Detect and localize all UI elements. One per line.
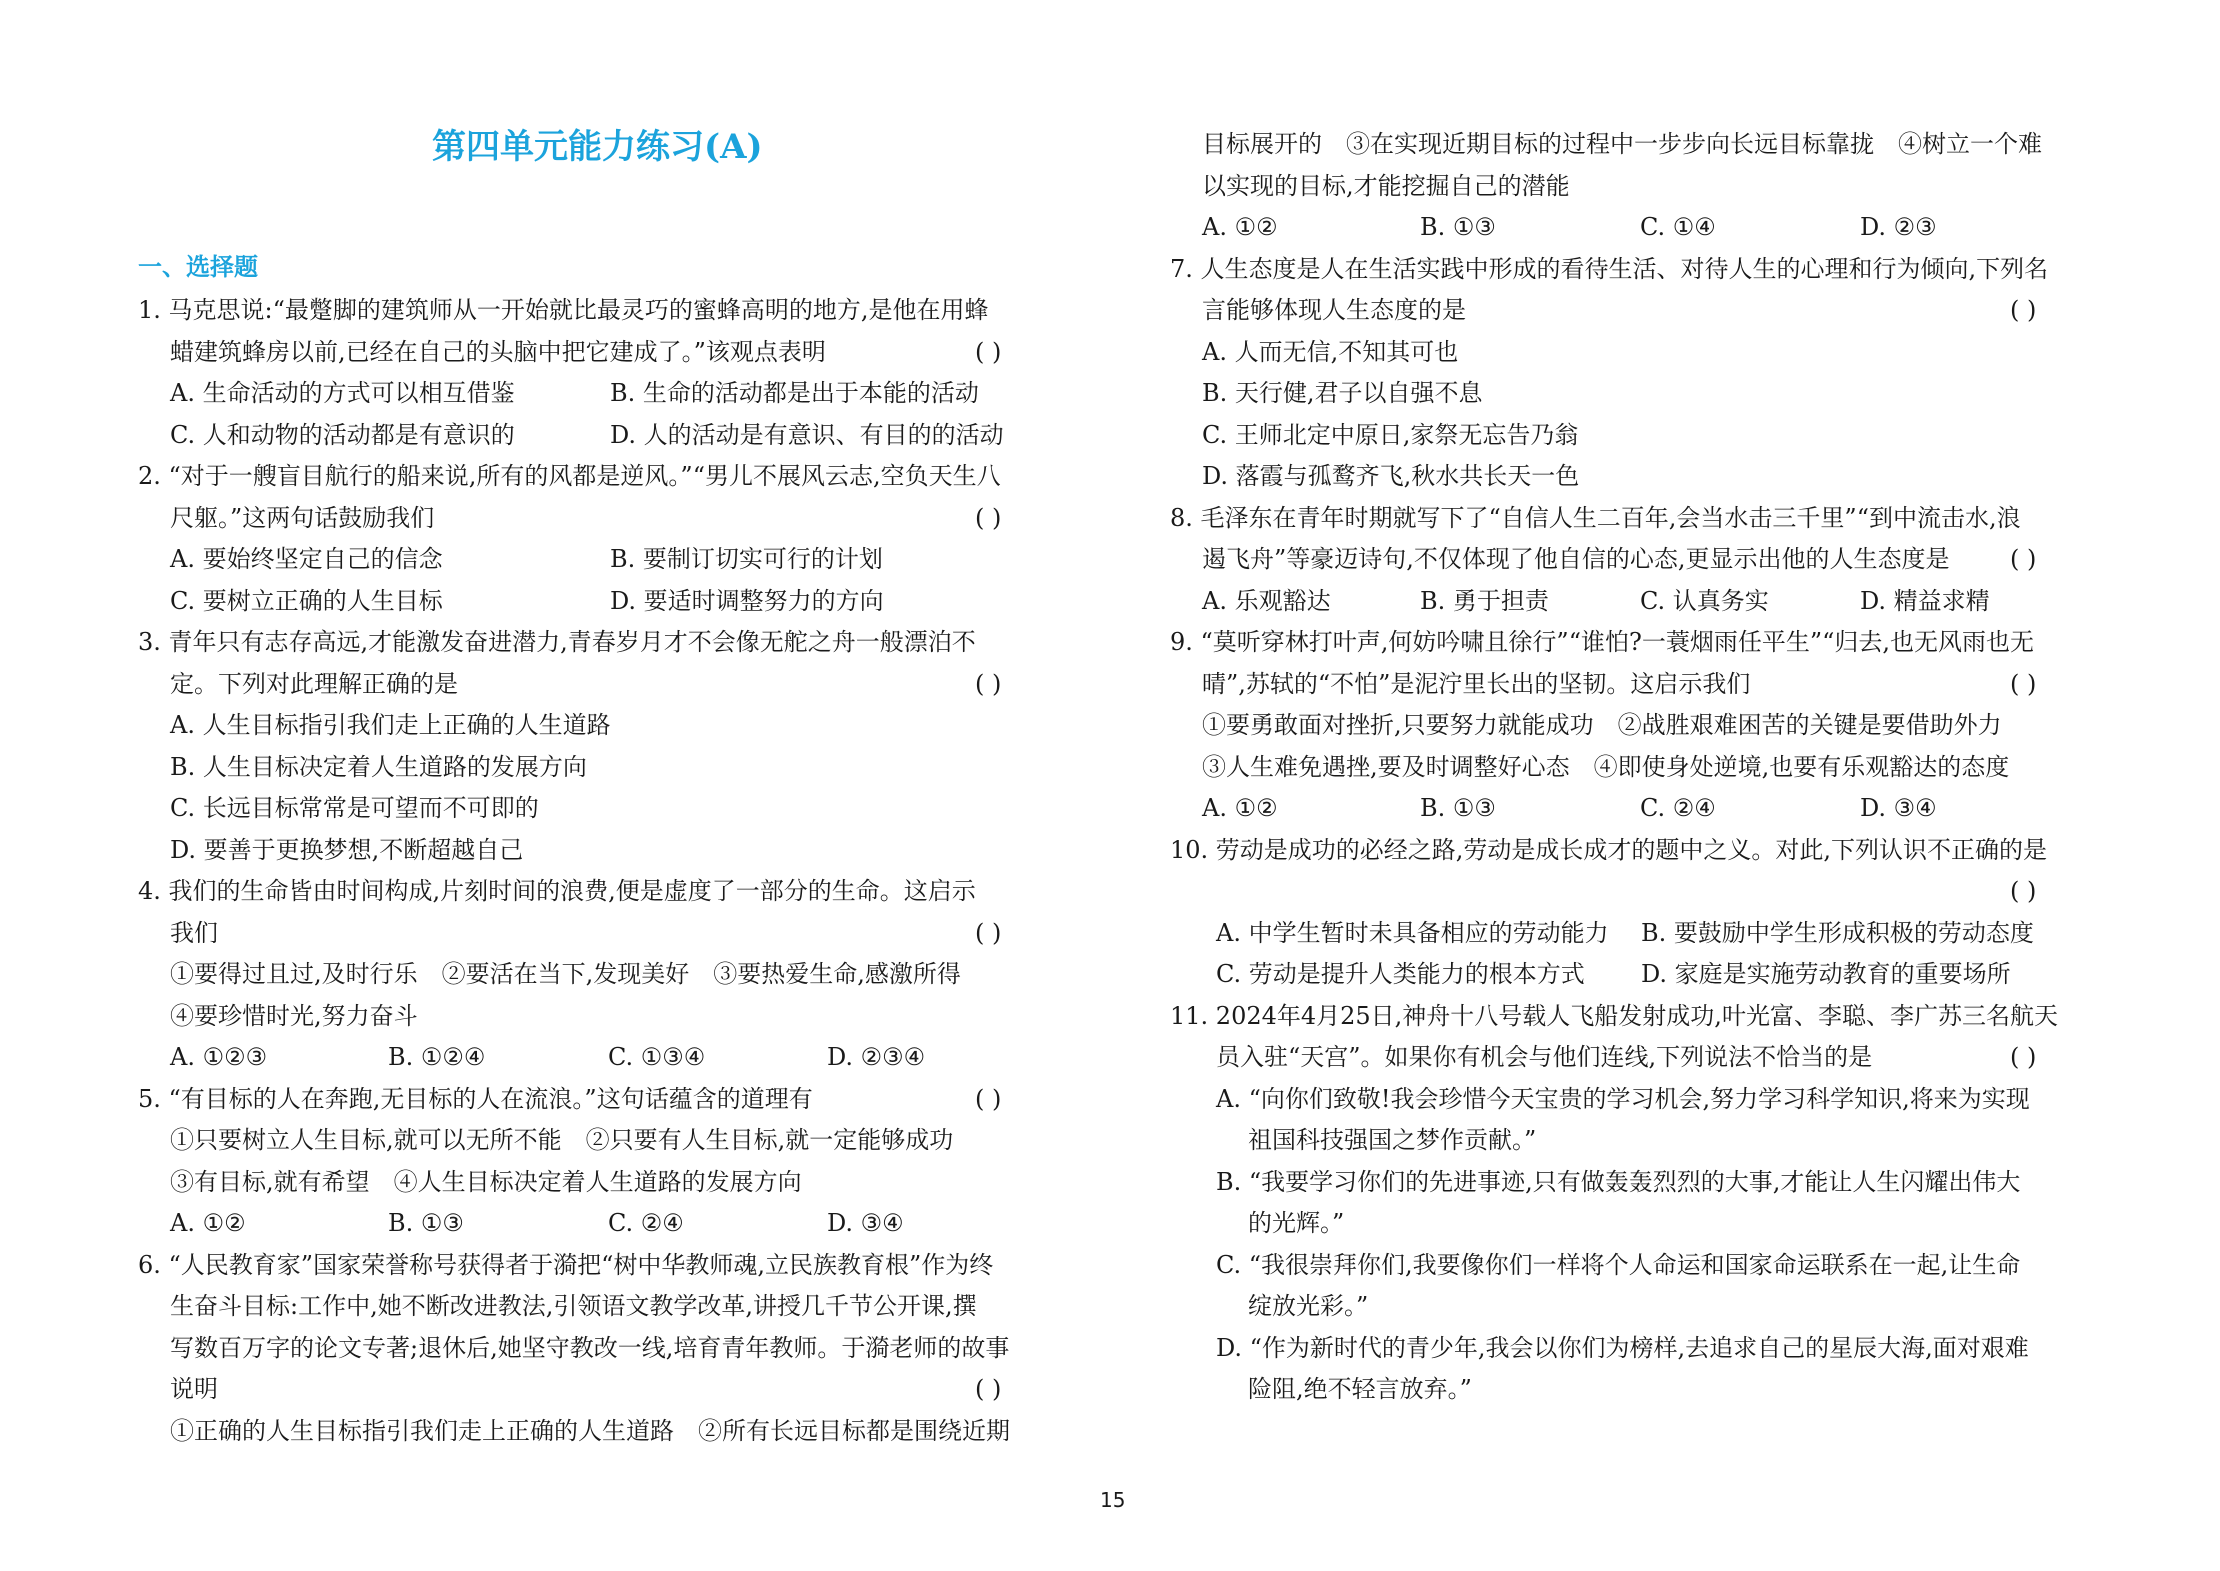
answer-bracket: ( ) <box>2010 1043 2037 1071</box>
option-c: C. 劳动是提升人类能力的根本方式 <box>1216 960 1585 988</box>
option-b: B. 勇于担责 <box>1420 587 1549 615</box>
answer-bracket: ( ) <box>2010 670 2037 698</box>
statement-line: ①要得过且过,及时行乐 ②要活在当下,发现美好 ③要热爱生命,感激所得 <box>170 960 961 988</box>
text-line: 2. “对于一艘盲目航行的船来说,所有的风都是逆风。”“男儿不展风云志,空负天生八 <box>138 462 1001 490</box>
option-b: B. 生命的活动都是出于本能的活动 <box>610 379 979 407</box>
option-d: D. 家庭是实施劳动教育的重要场所 <box>1641 960 2011 988</box>
option-b: B. ①③ <box>388 1209 464 1237</box>
answer-bracket: ( ) <box>975 1375 1002 1403</box>
option-c: C. ①③④ <box>608 1043 706 1071</box>
option-c: C. 要树立正确的人生目标 <box>170 587 443 615</box>
option-a: A. ①② <box>170 1209 246 1237</box>
statement-line: ③有目标,就有希望 ④人生目标决定着人生道路的发展方向 <box>170 1168 802 1196</box>
option-a: A. 乐观豁达 <box>1202 587 1331 615</box>
option-c: C. “我很崇拜你们,我要像你们一样将个人命运和国家命运联系在一起,让生命 <box>1216 1251 2021 1279</box>
answer-bracket: ( ) <box>2010 296 2037 324</box>
page-title: 第四单元能力练习(A) <box>432 127 763 167</box>
option-c: C. ②④ <box>608 1209 684 1237</box>
answer-bracket: ( ) <box>975 1085 1002 1113</box>
text-line: 6. “人民教育家”国家荣誉称号获得者于漪把“树中华教师魂,立民族教育根”作为终 <box>138 1251 994 1279</box>
text-line: 4. 我们的生命皆由时间构成,片刻时间的浪费,便是虚度了一部分的生命。这启示 <box>138 877 976 905</box>
statement-line: 以实现的目标,才能挖掘自己的潜能 <box>1202 172 1570 200</box>
option-d: D. ③④ <box>1860 794 1937 822</box>
text-line: 10. 劳动是成功的必经之路,劳动是成长成才的题中之义。对此,下列认识不正确的是 <box>1170 836 2048 864</box>
option-c: C. ①④ <box>1640 213 1716 241</box>
answer-bracket: ( ) <box>975 504 1002 532</box>
text-line: 写数百万字的论文专著;退休后,她坚守教改一线,培育青年教师。于漪老师的故事 <box>170 1334 1010 1362</box>
answer-bracket: ( ) <box>975 919 1002 947</box>
section-heading: 一、选择题 <box>138 253 258 281</box>
text-line: 5. “有目标的人在奔跑,无目标的人在流浪。”这句话蕴含的道理有 <box>138 1085 813 1113</box>
text-line: 3. 青年只有志存高远,才能激发奋进潜力,青春岁月才不会像无舵之舟一般漂泊不 <box>138 628 976 656</box>
statement-line: ④要珍惜时光,努力奋斗 <box>170 1002 418 1030</box>
option-c: C. ②④ <box>1640 794 1716 822</box>
text-line: 生奋斗目标:工作中,她不断改进教法,引领语文教学改革,讲授几千节公开课,撰 <box>170 1292 977 1320</box>
text-line: 言能够体现人生态度的是 <box>1202 296 1466 324</box>
option-b: B. 天行健,君子以自强不息 <box>1202 379 1483 407</box>
text-line: 9. “莫听穿林打叶声,何妨吟啸且徐行”“谁怕?一蓑烟雨任平生”“归去,也无风雨也无 <box>1170 628 2034 656</box>
option-a: A. ①② <box>1202 794 1278 822</box>
option-c: C. 长远目标常常是可望而不可即的 <box>170 794 539 822</box>
option-b: B. ①②④ <box>388 1043 486 1071</box>
option-b: B. 要制订切实可行的计划 <box>610 545 883 573</box>
text-line: 遏飞舟”等豪迈诗句,不仅体现了他自信的心态,更显示出他的人生态度是 <box>1202 545 1950 573</box>
text-line: 员入驻“天宫”。如果你有机会与他们连线,下列说法不恰当的是 <box>1216 1043 1873 1071</box>
answer-bracket: ( ) <box>975 670 1002 698</box>
option-d: D. ③④ <box>827 1209 904 1237</box>
statement-line: ③人生难免遇挫,要及时调整好心态 ④即使身处逆境,也要有乐观豁达的态度 <box>1202 753 2010 781</box>
text-line: 11. 2024年4月25日,神舟十八号载人飞船发射成功,叶光富、李聪、李广苏三名航天 <box>1170 1002 2058 1030</box>
option-b: B. ①③ <box>1420 213 1496 241</box>
option-a: A. 人生目标指引我们走上正确的人生道路 <box>170 711 611 739</box>
option-c: C. 王师北定中原日,家祭无忘告乃翁 <box>1202 421 1579 449</box>
option-d: D. 落霞与孤鹜齐飞,秋水共长天一色 <box>1202 462 1580 490</box>
statement-line: 目标展开的 ③在实现近期目标的过程中一步步向长远目标靠拢 ④树立一个难 <box>1202 130 2042 158</box>
option-a: A. 人而无信,不知其可也 <box>1202 338 1459 366</box>
text-line: 我们 <box>170 919 218 947</box>
option-b: B. “我要学习你们的先进事迹,只有做轰轰烈烈的大事,才能让人生闪耀出伟大 <box>1216 1168 2021 1196</box>
option-a: A. ①②③ <box>170 1043 268 1071</box>
option-a: A. 生命活动的方式可以相互借鉴 <box>170 379 515 407</box>
option-c: C. 认真务实 <box>1640 587 1769 615</box>
option-b-cont: 的光辉。” <box>1248 1209 1345 1237</box>
text-line: 8. 毛泽东在青年时期就写下了“自信人生二百年,会当水击三千里”“到中流击水,浪 <box>1170 504 2021 532</box>
option-d: D. ②③ <box>1860 213 1937 241</box>
option-b: B. 要鼓励中学生形成积极的劳动态度 <box>1641 919 2034 947</box>
text-line: 说明 <box>170 1375 218 1403</box>
option-b: B. ①③ <box>1420 794 1496 822</box>
option-d: D. 要善于更换梦想,不断超越自己 <box>170 836 524 864</box>
answer-bracket: ( ) <box>2010 545 2037 573</box>
text-line: 定。下列对此理解正确的是 <box>170 670 458 698</box>
text-line: 尺躯。”这两句话鼓励我们 <box>170 504 435 532</box>
statement-line: ①要勇敢面对挫折,只要努力就能成功 ②战胜艰难困苦的关键是要借助外力 <box>1202 711 2002 739</box>
text-line: 晴”,苏轼的“不怕”是泥泞里长出的坚韧。这启示我们 <box>1202 670 1751 698</box>
answer-bracket: ( ) <box>975 338 1002 366</box>
option-d: D. 要适时调整努力的方向 <box>610 587 884 615</box>
option-a: A. ①② <box>1202 213 1278 241</box>
page-number: 15 <box>1100 1488 1126 1512</box>
option-c-cont: 绽放光彩。” <box>1248 1292 1369 1320</box>
statement-line: ①正确的人生目标指引我们走上正确的人生道路 ②所有长远目标都是围绕近期 <box>170 1417 1010 1445</box>
option-c: C. 人和动物的活动都是有意识的 <box>170 421 515 449</box>
option-a: A. “向你们致敬!我会珍惜今天宝贵的学习机会,努力学习科学知识,将来为实现 <box>1216 1085 2030 1113</box>
option-d: D. 精益求精 <box>1860 587 1990 615</box>
option-a: A. 要始终坚定自己的信念 <box>170 545 443 573</box>
option-b: B. 人生目标决定着人生道路的发展方向 <box>170 753 587 781</box>
statement-line: ①只要树立人生目标,就可以无所不能 ②只要有人生目标,就一定能够成功 <box>170 1126 954 1154</box>
option-a: A. 中学生暂时未具备相应的劳动能力 <box>1216 919 1609 947</box>
text-line: 蜡建筑蜂房以前,已经在自己的头脑中把它建成了。”该观点表明 <box>170 338 826 366</box>
option-d: D. 人的活动是有意识、有目的的活动 <box>610 421 1004 449</box>
option-d: D. “作为新时代的青少年,我会以你们为榜样,去追求自己的星辰大海,面对艰难 <box>1216 1334 2029 1362</box>
text-line: 7. 人生态度是人在生活实践中形成的看待生活、对待人生的心理和行为倾向,下列名 <box>1170 255 2049 283</box>
option-d-cont: 险阻,绝不轻言放弃。” <box>1248 1375 1472 1403</box>
option-d: D. ②③④ <box>827 1043 926 1071</box>
text-line: 1. 马克思说:“最蹩脚的建筑师从一开始就比最灵巧的蜜蜂高明的地方,是他在用蜂 <box>138 296 989 324</box>
option-a-cont: 祖国科技强国之梦作贡献。” <box>1248 1126 1537 1154</box>
answer-bracket: ( ) <box>2010 877 2037 905</box>
